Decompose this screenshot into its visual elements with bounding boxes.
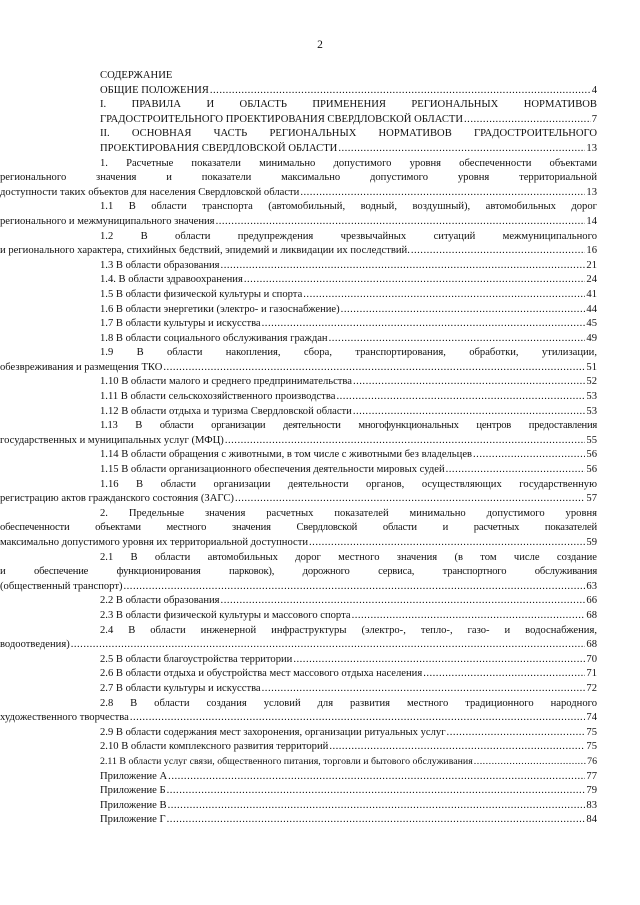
toc-page-number: 7 xyxy=(591,113,597,125)
toc-page-number: 51 xyxy=(586,361,597,373)
toc-entry-line: 1. Расчетные показатели минимально допустимого уровня обеспеченности объектами xyxy=(100,157,597,169)
toc-entry-line: максимально допустимого уровня их территориальной доступности xyxy=(0,537,309,548)
toc-entry-appendix-a[interactable] xyxy=(100,770,597,785)
toc-page-number: 79 xyxy=(586,785,597,797)
toc-entry-1-3[interactable] xyxy=(100,259,597,274)
toc-page-number: 44 xyxy=(586,303,597,315)
toc-page-number: 70 xyxy=(586,653,597,665)
toc-entry-2-3[interactable] xyxy=(100,609,597,624)
toc-entry-general[interactable] xyxy=(100,84,597,99)
toc-page-number: 76 xyxy=(587,755,597,767)
toc-entry-appendix-v[interactable] xyxy=(100,799,597,814)
toc-entry-line: регионального значения и показатели максимально допустимого уровня территориальной xyxy=(0,172,597,184)
toc-entry-line: 2. Предельные значения расчетных показателей минимально допустимого уровня xyxy=(100,507,597,519)
toc-page-number: 75 xyxy=(586,741,597,753)
toc-entry-line: 1.2 В области предупреждения чрезвычайных ситуаций межмуниципального xyxy=(100,230,597,242)
toc-entry-label: 2.3 В области физической культуры и массового спорта xyxy=(100,609,351,621)
toc-page-number: 21 xyxy=(586,259,597,271)
toc-entry-1-4[interactable] xyxy=(100,273,597,288)
toc-entry-label: 1.10 В области малого и среднего предпринимательства xyxy=(100,376,352,388)
toc-page-number: 56 xyxy=(586,449,597,461)
toc-page-number: 71 xyxy=(586,668,597,680)
toc-entry-2-6[interactable] xyxy=(100,667,597,682)
toc-entry-1-13[interactable] xyxy=(0,419,597,448)
toc-entry-line: 1.13 В области организации деятельности многофункциональных центров предоставления xyxy=(100,420,597,432)
toc-entry-2-10[interactable] xyxy=(100,740,597,755)
toc-page-number: 52 xyxy=(586,376,597,388)
toc-page-number: 72 xyxy=(586,682,597,694)
toc-page-number: 45 xyxy=(586,318,597,330)
toc-page-number: 13 xyxy=(586,142,597,154)
toc-entry-line: ПРОЕКТИРОВАНИЯ СВЕРДЛОВСКОЙ ОБЛАСТИ xyxy=(100,142,338,154)
toc-entry-label: 1.4. В области здравоохранения xyxy=(100,274,243,286)
toc-entry-label: 2.5 В области благоустройства территории xyxy=(100,653,293,665)
page-number: 2 xyxy=(317,39,323,51)
toc-entry-label: 2.10 В области комплексного развития территорий xyxy=(100,741,329,753)
toc-entry-label: Приложение А xyxy=(100,770,168,782)
toc-entry-1-5[interactable] xyxy=(100,288,597,303)
toc-entry-appendix-g[interactable] xyxy=(100,813,597,828)
toc-entry-line: 1.16 В области организации деятельности органов, осуществляющих государственную xyxy=(100,478,597,490)
toc-page-number: 49 xyxy=(586,332,597,344)
toc-entry-label: 2.9 В области содержания мест захоронения, организации ритуальных услуг xyxy=(100,726,446,738)
toc-entry-label: 1.7 В области культуры и искусства xyxy=(100,318,261,330)
toc-page-number: 53 xyxy=(586,391,597,403)
toc-entry-label: 1.5 В области физической культуры и спорта xyxy=(100,288,303,300)
toc-page-number: 24 xyxy=(586,274,597,286)
toc-page-number: 14 xyxy=(586,215,597,227)
toc-entry-line: обезвреживания и размещения ТКО xyxy=(0,361,163,373)
toc-page-number: 56 xyxy=(586,464,597,476)
toc-entry-line: государственных и муниципальных услуг (МФЦ) xyxy=(0,434,224,446)
toc-entry-label: 1.8 В области социального обслуживания граждан xyxy=(100,332,328,344)
toc-entry-label: Приложение Г xyxy=(100,814,166,826)
toc-entry-section-1[interactable] xyxy=(100,98,597,127)
toc-entry-1-9[interactable] xyxy=(0,346,597,375)
toc-entry-label: Приложение В xyxy=(100,799,167,811)
toc-entry-1-8[interactable] xyxy=(100,332,597,347)
toc-page-number: 55 xyxy=(586,434,597,446)
toc-page-number: 4 xyxy=(591,84,597,96)
toc-entry-line: ГРАДОСТРОИТЕЛЬНОГО ПРОЕКТИРОВАНИЯ СВЕРДЛОВСКОЙ ОБЛАСТИ xyxy=(100,113,464,125)
toc-entry-label: Приложение Б xyxy=(100,785,166,797)
toc-entry-line: доступности таких объектов для населения Свердловской области xyxy=(0,186,300,198)
toc-page-number: 68 xyxy=(586,639,597,651)
toc-page-number: 57 xyxy=(586,493,597,505)
toc-page-number: 13 xyxy=(586,186,597,198)
toc-entry-label: 1.15 В области организационного обеспечения деятельности мировых судей xyxy=(100,464,445,476)
toc-entry-2-8[interactable] xyxy=(0,697,597,726)
toc-entry-2-7[interactable] xyxy=(100,682,597,697)
toc-entry-line: регистрацию актов гражданского состояния (ЗАГС) xyxy=(0,493,234,505)
toc-entry-label: ОБЩИЕ ПОЛОЖЕНИЯ xyxy=(100,84,209,96)
toc-entry-line: водоотведения) xyxy=(0,639,70,651)
toc-entry-label: 1.14 В области обращения с животными, в том числе с животными без владельцев xyxy=(100,449,473,461)
toc-entry-label: 1.6 В области энергетики (электро- и газоснабжение) xyxy=(100,303,340,315)
toc-entry-label: 2.6 В области отдыха и обустройства мест массового отдыха населения xyxy=(100,668,423,680)
toc-entry-line: (общественный транспорт) xyxy=(0,580,123,592)
toc-entry-line: обеспеченности объектами местного значения Свердловской области и расчетных показателей xyxy=(0,522,597,534)
toc-entry-2-4[interactable] xyxy=(0,624,597,653)
toc-entry-1-12[interactable] xyxy=(100,405,597,420)
toc-entry-1-7[interactable] xyxy=(100,317,597,332)
toc-page-number: 83 xyxy=(586,799,597,811)
toc-entry-1[interactable] xyxy=(0,157,597,201)
toc-entry-line: I. ПРАВИЛА И ОБЛАСТЬ ПРИМЕНЕНИЯ РЕГИОНАЛЬНЫХ НОРМАТИВОВ xyxy=(100,99,597,111)
toc-entry-label: 1.12 В области отдыха и туризма Свердловской области xyxy=(100,405,352,417)
toc-page-number: 84 xyxy=(586,814,597,826)
toc-entry-section-2[interactable] xyxy=(100,127,597,156)
toc-entry-1-16[interactable] xyxy=(0,478,597,507)
toc-entry-line: 2.8 В области создания условий для развития местного традиционного народного xyxy=(100,697,597,709)
toc-entry-2-11[interactable] xyxy=(100,755,597,770)
toc-entry-1-2[interactable] xyxy=(0,230,597,259)
toc-entry-2-9[interactable] xyxy=(100,726,597,741)
toc-page-number: 53 xyxy=(586,405,597,417)
toc-entry-1-11[interactable] xyxy=(100,390,597,405)
toc-entry-label: 2.11 В области услуг связи, общественного питания, торговли и бытового обслуживания xyxy=(100,755,473,767)
toc-entry-line: 2.1 В области автомобильных дорог местного значения (в том числе создание xyxy=(100,551,597,563)
toc-entry-appendix-b[interactable] xyxy=(100,784,597,799)
toc-entry-line: и обеспечение функционирования парковок), дорожного сервиса, транспортного обслуживания xyxy=(0,566,597,578)
toc-page-number: 75 xyxy=(586,726,597,738)
toc-heading: СОДЕРЖАНИЕ xyxy=(100,70,173,81)
toc-page-number: 41 xyxy=(586,288,597,300)
toc-entry-1-1[interactable] xyxy=(0,200,597,229)
toc-page-number: 77 xyxy=(586,770,597,782)
toc-entry-1-10[interactable] xyxy=(100,375,597,390)
toc-page-number: 63 xyxy=(586,580,597,592)
toc-entry-label: 1.3 В области образования xyxy=(100,259,220,271)
toc-entry-line: 2.4 В области инженерной инфраструктуры (электро-, тепло-, газо- и водоснабжения, xyxy=(100,624,597,636)
toc-entry-2-1[interactable] xyxy=(0,551,597,595)
toc-entry-line: регионального и межмуниципального значения xyxy=(0,215,215,227)
toc-page-number: 68 xyxy=(586,609,597,621)
toc-page-number: 59 xyxy=(586,537,597,548)
toc-entry-line: II. ОСНОВНАЯ ЧАСТЬ РЕГИОНАЛЬНЫХ НОРМАТИВОВ ГРАДОСТРОИТЕЛЬНОГО xyxy=(100,128,597,140)
toc-entry-line: 1.9 В области накопления, сбора, транспортирования, обработки, утилизации, xyxy=(100,347,597,359)
toc-entry-2[interactable] xyxy=(0,507,597,551)
toc-page-number: 66 xyxy=(586,595,597,607)
toc-entry-line: художественного творчества xyxy=(0,712,129,724)
toc-entry-label: 1.11 В области сельскохозяйственного производства xyxy=(100,391,336,403)
toc-entry-label: 2.7 В области культуры и искусства xyxy=(100,682,261,694)
toc-page-number: 16 xyxy=(586,245,597,257)
toc-entry-line: 1.1 В области транспорта (автомобильный, водный, воздушный), автомобильных дорог xyxy=(100,201,597,213)
table-of-contents xyxy=(0,69,597,828)
toc-entry-2-2[interactable] xyxy=(100,594,597,609)
toc-entry-line: и регионального характера, стихийных бедствий, эпидемий и ликвидации их последствий. xyxy=(0,245,410,257)
toc-entry-label: 2.2 В области образования xyxy=(100,595,220,607)
toc-entry-1-14[interactable] xyxy=(100,448,597,463)
toc-entry-1-6[interactable] xyxy=(100,303,597,318)
toc-page-number: 74 xyxy=(586,712,597,724)
toc-entry-2-5[interactable] xyxy=(100,653,597,668)
toc-entry-1-15[interactable] xyxy=(100,463,597,478)
